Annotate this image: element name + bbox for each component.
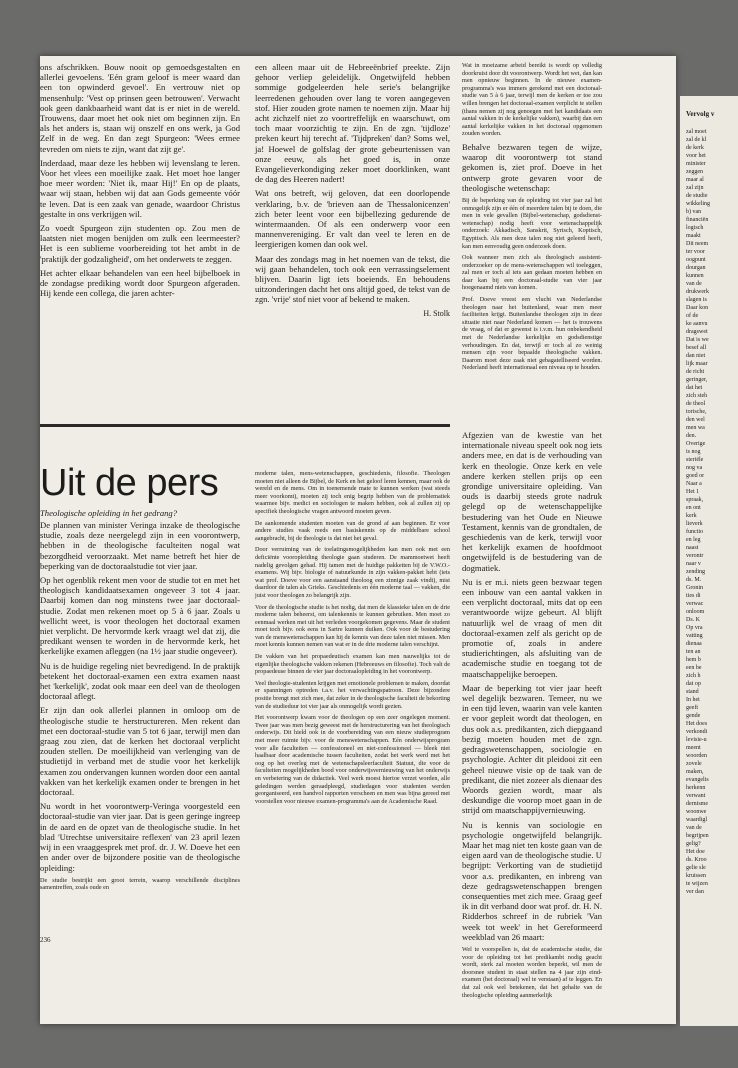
paragraph: Door verruiming van de toelatingsmogelijkheden kan men ook met een deficiënte vooropleiding theologie gaan studeren. De mammoetwet heeft nadelig gevolgen gehad. Hij tamen met de huidige pakketten bij de V.W.O.-examens. Wij bijv. biologie of natuurkunde in zijn vakken-pakket hebt (iets wat prof. Doeve voor een aanstaand theoloog een zinnige zaak vindt), mist daardoor de talen als Grieks. Geschiedenis en één moderne taal — vakken, die juist voor theologen zo belangrijk zijn. — [255, 546, 450, 599]
adjacent-page-line: men wa — [686, 425, 705, 431]
adjacent-page-line: voor het — [686, 153, 706, 159]
adjacent-page-line: zeggen — [686, 169, 703, 175]
section-divider — [40, 424, 450, 427]
adjacent-page-line: hem b — [686, 657, 701, 663]
adjacent-page-line: zal zijn — [686, 185, 704, 191]
adjacent-page-header: Vervolg v — [686, 110, 715, 118]
paragraph: Prof. Doeve vreest een vlucht van Nederlandse theologen naar het buitenland, waar men meer faciliteiten krijgt. Buitenlandse theologen zijn in deze situatie niet naar Nederland komen — het is trouwens de vraag, of dat er gewenst is i.v.m. hun onbekendheid met de Nederlandse kerkelijke en godsdienstige verhoudingen. En dat, terwijl er toch al zo weinig mensen zijn voor bepaalde theologische vakken. Daarom moet deze zaak niet gebagatelliseerd worden. Nederland heeft internationaal een niveau op te houden. — [462, 296, 602, 372]
article-column-3 — [462, 430, 602, 999]
adjacent-page-line: een be — [686, 665, 702, 671]
adjacent-page-line: waardigl — [686, 817, 707, 823]
paragraph: Op het ogenblik rekent men voor de studie tot en met het theologisch kandidaatsexamen ongeveer 3 tot 4 jaar. Daarbij komen dan nog minstens twee jaar doctoraal-studie. Zodat men rekenen moet op 5 à 6 jaar. Zoals u wellicht weet, is voor theologen het doctoraal examen niet verplicht. De hervormde kerk vraagt wel dat zij, die predikant wensen te worden in de hervormde kerk, het kerkelijke examen afleggen (na 1½ jaar studie ongeveer). — [40, 575, 240, 657]
paragraph: een alleen maar uit de Hebreeënbrief preekte. Zijn gehoor verliep geleidelijk. Ongetwijfeld hebben sommige godgeleerden hele serie's belangrijke leerredenen gehouden over lang te voren aangegeven stof. Hier zouden grote namen te noemen zijn. Maar hij acht zichzelf niet zo voortreffelijk en waarschuwt, om toch maar voorzichtig te zijn. En de zgn. 'tijdloze' preken keurt hij terecht af. 'Tijdpreken' dan? Soms wel, ja! Hoewel de golfslag der grote gebeurtenissen van onze eeuw, als het goed is, in onze Evangelieverkondiging zeker moet doorklinken, want de dag des Heeren nadert! — [255, 62, 450, 185]
adjacent-page-line: lijk maar — [686, 361, 708, 367]
adjacent-page-line: en leg — [686, 537, 701, 543]
adjacent-page-line: ten an — [686, 649, 701, 655]
paragraph: De vakken van het propaedeutisch examen kan men nauwelijks tot de eigenlijke theologische vakken rekenen (Hebreeuws en filosofie). Toch valt de propaedeuse binnen de vier jaar doctoraalopleiding in het voorontwerp. — [255, 653, 450, 676]
adjacent-page-edge — [680, 96, 738, 1026]
adjacent-page-line: dat het — [686, 385, 703, 391]
adjacent-page-line: kruissen — [686, 873, 706, 879]
adjacent-page-line: verwac — [686, 601, 704, 607]
adjacent-page-line: verwant — [686, 793, 706, 799]
paragraph: Nu is er m.i. niets geen bezwaar tegen een inbouw van een aantal vakken in een verplicht doctoraal, mits dat op een verantwoorde wijze gebeurt. Al blijft natuurlijk wel de vraag of men dit doctoraal-examen zelf als gericht op de promotie of, zoals in andere studierichtingen, als afsluiting van de academische studie en toegang tot de maatschappelijke beroepen. — [462, 576, 602, 679]
adjacent-page-line: b) van — [686, 209, 702, 215]
paragraph: Nu wordt in het voorontwerp-Veringa voorgesteld een doctoraal-studie van vier jaar. Dat is geen geringe ingreep in de aard en de opzet van de theologische studie. In het blad 'Utrechtse universitaire reflexen' van 23 april lezen wij in een vraaggesprek met prof. dr. J. W. Doeve het een en ander over de bijzondere positie van de theologische opleiding: — [40, 801, 240, 873]
adjacent-page-line: Op vra — [686, 625, 703, 631]
top-article-column-3 — [462, 62, 602, 418]
paragraph: Nu is kennis van sociologie en psychologie ongetwijfeld belangrijk. Maar het mag niet ten koste gaan van de eigen aard van de theologische studie. U begrijpt: Verkorting van de studietijd voor a.s. predikanten, en inbreng van deze gedragswetenschappen brengen consequenties met zich mee. Graag geef ik in dit verband door wat prof. dr. H. N. Ridderbos schreef in de rubriek 'Van week tot week' in het Gereformeerd weekblad van 26 maart: — [462, 819, 602, 942]
top-article-column-1 — [40, 62, 240, 418]
adjacent-page-line: logisch — [686, 225, 704, 231]
paragraph: Er zijn dan ook allerlei plannen in omloop om de theologische studie te herstructureren. Men rekent dan met een doctoraal-studie van 5 tot 6 jaar, terwijl men dan graag zou zien, dat de kerken het doctoraal verplicht zouden stellen. De moeilijkheid van verlenging van de studietijd in verband met de studie voor het kerkelijk examen zou ondervangen kunnen worden door een aantal vakken van het kerkelijk examen onder te brengen in het doctoraal. — [40, 705, 240, 798]
adjacent-page-line: den. — [686, 433, 697, 439]
adjacent-page-line: den wel — [686, 417, 705, 423]
adjacent-page-line: zal de kl — [686, 137, 707, 143]
paragraph: Veel theologie-studenten krijgen met emotionele problemen te maken, doordat er spanningen optreden t.a.v. het verwachtingspatroon. Deze bijzondere positie brengt met zich mee, dat zeker in de theologische faculteit de bekorting van de studieduur tot vier jaar als onmogelijk wordt gezien. — [255, 679, 451, 710]
paragraph: De plannen van minister Veringa inzake de theologische studie, zoals deze neergelegd zijn in een voorontwerp, hebben in de theologische faculteiten nogal wat bezorgdheid veroorzaakt. Met name betreft het hier de beperking van de doctoraalstudie tot vier jaar. — [40, 520, 240, 571]
adjacent-page-line: ter voor — [686, 249, 705, 255]
article-subtitle: Theologische opleiding in het gedrang? — [40, 508, 178, 518]
paragraph: Wat ons betreft, wij geloven, dat een doorlopende verklaring, b.v. de 'brieven aan de Thessalonicenzen' zich beter leent voor een bijbellezing gedurende de wintermaanden. Of als een onderwerp voor een mannenvereniging. Er valt dan veel te leren en de leergierigen komen dan ook wel. — [255, 188, 450, 250]
adjacent-page-line: slagen is — [686, 297, 707, 303]
adjacent-page-line: herkenn — [686, 785, 706, 791]
adjacent-page-line: van de — [686, 825, 702, 831]
adjacent-page-line: ver dan — [686, 889, 704, 895]
paragraph: Maar des zondags mag in het noemen van de tekst, die wij gaan behandelen, toch ook een verrassingselement blijven. Daarin ligt iets boeiends. En behoudens uitzonderingen dacht het ons altijd goed, de tekst van de zgn. 'vrije' stof niet voor af bekend te maken. — [255, 253, 450, 305]
paragraph: Bij de beperking van de opleiding tot vier jaar zal het onmogelijk zijn er één of meerdere talen bij te doen, die men in vele gevallen (Bijbel-wetenschap, godsdienst-wetenschap) nodig heeft voor wetenschappelijk onderzoek: Akkadisch, Sanskrit, Syrisch, Koptisch, Egyptisch. Als men deze talen nog niet geleerd heeft, kan men eenvoudig geen onderzoek doen. — [462, 196, 602, 250]
adjacent-page-line: dan niet — [686, 353, 706, 359]
adjacent-page-line: In het — [686, 697, 700, 703]
adjacent-page-line: kunnen — [686, 273, 704, 279]
adjacent-page-line: de studie — [686, 193, 708, 199]
adjacent-page-line: drukwerk — [686, 289, 709, 295]
paragraph: moderne talen, mens-wetenschappen, geschiedenis, filosofie. Theologen moeten niet alleen de Bijbel, de Kerk en het geloof leren kennen, maar ook de wereld en de mens. Om in toenemende mate te kunnen werken (wat steeds meer voorkomt), moeten zij toch enig begrip hebben van de problematiek waarmee bijv. medici en sociologen te maken hebben, ook al zullen zij op specifiek theologische vragen antwoord moeten geven. — [255, 470, 450, 515]
adjacent-page-line: gelie sle — [686, 865, 706, 871]
adjacent-page-line: is nog — [686, 449, 701, 455]
adjacent-page-line: naar v — [686, 561, 701, 567]
adjacent-page-line: oogpunt — [686, 257, 706, 263]
adjacent-page-line: onloom — [686, 609, 705, 615]
paragraph: Nu is de huidige regeling niet bevredigend. In de praktijk betekent het doctoraal-examen een extra examen naast het 'kerkelijk', zodat ook maar een deel van de theologen doctoraal aflegt. — [40, 660, 240, 702]
paragraph: De aankomende studenten moeten van de grond af aan beginnen. Er voor andere studies vaak reeds een basiskennis op de middelbare school aangebracht, bij de theologie is dat niet het geval. — [255, 519, 450, 542]
adjacent-page-line: vatting — [686, 633, 703, 639]
paragraph: Maar de beperking tot vier jaar heeft wel degelijk bezwaren. Temeer, nu we in een tijd leven, waarin van vele kanten er voor gepleit wordt dat theologen, en dus ook a.s. predikanten, zich diepgaand bezig moeten houden met de zgn. gedragswetenschappen, sociologie en psychologie. Achter dit pleidooi zit een geheel nieuwe visie op de taak van de predikant, die niet zozeer als dienaar des Woords gezien wordt, maar als deskundige die voorop moet gaan in de strijd om maatschappijvernieuwing. — [462, 682, 602, 816]
adjacent-page-line: spraak, — [686, 497, 704, 503]
adjacent-page-line: verontr — [686, 553, 704, 559]
adjacent-page-line: woorden — [686, 753, 707, 759]
adjacent-page-line: minister — [686, 161, 706, 167]
adjacent-page-line: besef all — [686, 345, 707, 351]
adjacent-page-line: dat op — [686, 681, 701, 687]
paragraph: Het voorontwerp kwam voor de theologen op een zeer ongelegen moment. Twee jaar was men bezig geweest met de herstructurering van het theologisch onderwijs. Dit hield ook in de voorbereiding van een nieuw studieprogram met meer ruimte bijv. voor de menswetenschappen. Eén onderwijsprogram voor alle faculteiten — confessioneel en niet-confessioneel — bleek niet haalbaar door academische tussen faculteiten, zodat het werk werd met het oog op het overleg met de wetenschapsleerfaculteit Statuut, die voor de faculteiten mogelijkheden bood voor onderwijsvernieuwing van het onderwijs en verbetering van de didactiek. Veel werk moest hiertoe verzet worden, alle geledingen werden geraadpleegd, studiedagen voor studenten werden georganiseerd, een handvol rapporten verscheen en men was bijna gereed met voorstellen voor nieuwe examen-programma's aan de Academische Raad. — [255, 714, 450, 805]
paragraph: Afgezien van de kwestie van het internationale niveau speelt ook nog iets anders mee, en dat is de verhouding van kerk en theologie. Onze kerk en vele andere kerken stellen prijs op een grondige universitaire opleiding. Van ouds is daarbij steeds grote nadruk gelegd op de wetenschappelijke bestudering van het Oude en Nieuwe Testament, kennis van de grondtalen, de geschiedenis van de kerk, terwijl voor het kerkelijk examen de hoofdmoot ongetwijfeld is de bestudering van de dogmatiek. — [462, 430, 602, 573]
paragraph: Zo voedt Spurgeon zijn studenten op. Zou men de laatsten niet mogen benijden om zulk een leermeester? Het is een sublieme voorbereiding tot het ambt in de 'praktijk der godzaligheid', om het onderwets te zeggen. — [40, 223, 240, 264]
paragraph: Inderdaad, maar deze les hebben wij levenslang te leren. Voor het vlees een moeilijke zaak. Het moet hoe langer hoe meer worden: 'Niet ik, maar Hij!' En op de plaats, waar wij staan, hebben wij dat aan Gods gemeente vóór te leven. Dat is een zaak van genade, waardoor Christus gestalte in ons verkrijgen wil. — [40, 157, 240, 219]
adjacent-page-line: Het does — [686, 721, 708, 727]
adjacent-page-line: Het doe — [686, 849, 705, 855]
adjacent-page-line: geeft — [686, 705, 698, 711]
adjacent-page-line: ke aanvu — [686, 321, 708, 327]
adjacent-page-line: de richt — [686, 369, 705, 375]
adjacent-page-line: de kerk — [686, 145, 704, 151]
paragraph: Behalve bezwaren tegen de wijze, waarop dit voorontwerp tot stand gekomen is, ziet prof. Doeve in het ontwerp grote gevaren voor de theologische wetenschap: — [462, 141, 602, 193]
adjacent-page-line: stand — [686, 689, 699, 695]
adjacent-page-line: Het 1 — [686, 489, 700, 495]
adjacent-page-line: geringer, — [686, 377, 708, 383]
adjacent-page-line: financiën — [686, 217, 709, 223]
adjacent-page-line: kerk — [686, 513, 697, 519]
adjacent-page-line: van de — [686, 281, 702, 287]
adjacent-page-line: ties di — [686, 593, 701, 599]
adjacent-page-line: lieverk — [686, 521, 703, 527]
adjacent-page-line: zal moet — [686, 129, 707, 135]
top-article-column-2 — [255, 62, 450, 418]
adjacent-page-line: dragswet — [686, 329, 708, 335]
adjacent-page-line: of de — [686, 313, 699, 319]
paragraph: Wat in moeizame arbeid bereikt is wordt op volledig doorkruist door dit voorontwerp. Wordt het wet, dan kan men opnieuw beginnen. In de nieuwe examen-programma's was immers gerekend met een doctoraal-studie van 5 à 6 jaar, terwijl men de kerken er toe zou willen brengen het doctoraal-examen verplicht te stellen (thans nemen zij nog genoegen met het kandidaats een aantal vakken in de kerkelijke vakken), waarbij dan een aantal kerkelijke vakken in het doctoraal opgenomen zouden worden. — [462, 62, 602, 138]
adjacent-page-line: dernisme — [686, 801, 708, 807]
adjacent-page-line: nog va — [686, 465, 703, 471]
adjacent-page-line: maakt — [686, 233, 701, 239]
page-number: 236 — [40, 936, 51, 944]
adjacent-page-line: maar al — [686, 177, 704, 183]
adjacent-page-line: naast — [686, 545, 699, 551]
paragraph: Voor de theologische studie is het nodig, dat men de klassieke talen en de drie moderne talen beheerst, om talenkennis te kunnen gebruiken. Men moet zo eenmaal werken met uit het verleden voorgekomen gegevens. Maar de student moet toch bijv. ook eens in Sartre kunnen duiken. Ook voor de bestudering van de menswetenschappen kan hij de kennis van deze talen niet missen. Men moet kennis kunnen nemen van wat er in de drie moderne talen verschijnt. — [255, 603, 450, 649]
adjacent-page-lines — [680, 128, 738, 896]
section-title: Uit de pers — [40, 462, 219, 504]
article-column-1 — [40, 508, 240, 908]
adjacent-page-line: steriële — [686, 457, 704, 463]
article-column-2 — [255, 470, 450, 950]
adjacent-page-line: zending — [686, 569, 705, 575]
adjacent-page-line: de theol — [686, 401, 706, 407]
adjacent-page-line: ds. M. — [686, 577, 702, 583]
paragraph: Wel te voorspellen is, dat de academische studie, die voor de opleiding tot het predikambt nodig geacht wordt, sterk zal moeten worden beperkt, wil men de doorsnee student in staat stellen na 4 jaar zijn eind-examen (het doctoraal) wel te verstaan) af te leggen. En dat zal ook wel betekenen, dat het gehalte van de theologische opleiding aanmerkelijk — [462, 945, 602, 999]
adjacent-page-line: zovele — [686, 761, 702, 767]
adjacent-page-line: verkondi — [686, 729, 708, 735]
adjacent-page-line: Dit neem — [686, 241, 709, 247]
paragraph: ons afschrikken. Bouw nooit op gemoedsgestalten en allerlei gevoelens. 'Eén gram geloof is meer waard dan een ton opwinderd gevoel'. En vertrouw niet op mensenhulp: 'Vest op prinsen geen betrouwen'. Verwacht ook geen dankbaarheid want dat is er niet in de wereld. Trouwens, daar moet het ook niet om beginnen zijn. En als het anders is, staan wij onszelf en ons werk, ja God Zelf in de weg. En dan zegt Spurgeon: 'Wees ermee tevreden om niets te zijn, want dat zijt ge'. — [40, 62, 240, 154]
paragraph: Ook wanneer men zich als theologisch assistent-onderzoeker op de mens-wetenschappen wil toeleggen, zal men er toch al iets aan gedaan moeten hebben en daar kan bij een doctoraal-studie van vier jaar hoegenaamd niets van komen. — [462, 254, 602, 292]
adjacent-page-line: functio — [686, 529, 703, 535]
adjacent-page-line: te wijzen — [686, 881, 708, 887]
adjacent-page-line: maken, — [686, 769, 704, 775]
adjacent-page-line: zich steh — [686, 393, 708, 399]
adjacent-page-line: Dat is we — [686, 337, 709, 343]
adjacent-page-line: torische, — [686, 409, 707, 415]
adjacent-page-line: Naar a — [686, 481, 702, 487]
adjacent-page-line: Daar kon — [686, 305, 709, 311]
adjacent-page-line: evangelis — [686, 777, 709, 783]
adjacent-page-line: gelig? — [686, 841, 701, 847]
adjacent-page-line: dourgan — [686, 265, 706, 271]
adjacent-page-line: wikkeling — [686, 201, 710, 207]
paragraph: De studie bestrijkt een groot terrein, waarop verschillende disciplines samentreffen, zoals oude en — [40, 876, 240, 892]
paragraph: Het achter elkaar behandelen van een heel bijbelboek in de zondagse prediking wordt door Spurgeon afgeraden. Hij kende een collega, die jaren achter- — [40, 267, 240, 299]
author-signature: H. Stolk — [423, 308, 450, 318]
adjacent-page-line: meent — [686, 745, 701, 751]
adjacent-page-line: Overige — [686, 441, 706, 447]
adjacent-page-line: dienaa — [686, 641, 702, 647]
adjacent-page-line: begrijpen — [686, 833, 709, 839]
adjacent-page-line: zich h — [686, 673, 701, 679]
adjacent-page-line: en ont — [686, 505, 701, 511]
adjacent-page-line: Ds. K — [686, 617, 701, 623]
adjacent-page-line: woonwe — [686, 809, 707, 815]
adjacent-page-line: levisie-u — [686, 737, 707, 743]
adjacent-page-line: Gronin — [686, 585, 703, 591]
adjacent-page-line: goed or — [686, 473, 705, 479]
adjacent-page-line: gende — [686, 713, 701, 719]
adjacent-page-line: ds. Kroo — [686, 857, 707, 863]
